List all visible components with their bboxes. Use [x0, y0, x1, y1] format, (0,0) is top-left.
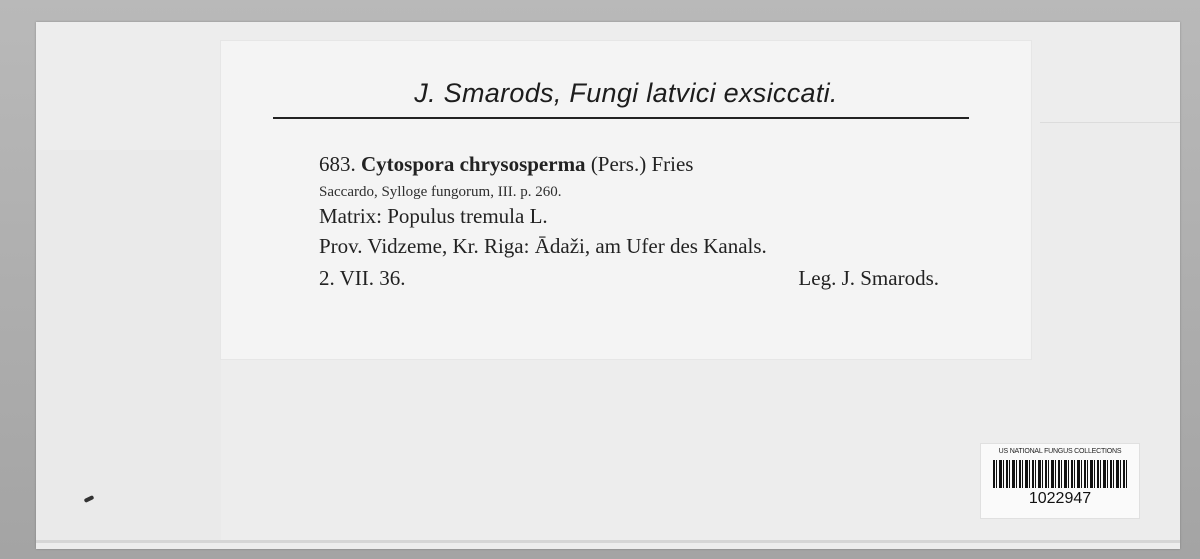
- locality-line: Prov. Vidzeme, Kr. Riga: Ādaži, am Ufer des Kanals.: [319, 234, 767, 258]
- species-name: Cytospora chrysosperma: [361, 152, 586, 176]
- herbarium-label: [220, 40, 1032, 360]
- reference-line: Saccardo, Sylloge fungorum, III. p. 260.: [319, 184, 562, 200]
- title-rule: [273, 117, 969, 119]
- label-title: J. Smarods, Fungi latvici exsiccati.: [414, 78, 838, 108]
- packet-bottom-edge: [36, 540, 1180, 543]
- barcode-number: 1022947: [1028, 490, 1092, 507]
- matrix-line: Matrix: Populus tremula L.: [319, 204, 548, 228]
- collector: Leg. J. Smarods.: [798, 266, 939, 290]
- species-authority: (Pers.) Fries: [590, 152, 694, 176]
- collection-date: 2. VII. 36.: [319, 266, 406, 290]
- packet-flap-left: [36, 150, 221, 540]
- barcode-icon: [993, 460, 1127, 488]
- species-line: [319, 152, 693, 177]
- barcode-header: US NATIONAL FUNGUS COLLECTIONS: [998, 448, 1122, 455]
- specimen-number: 683.: [319, 152, 356, 176]
- barcode-label: [980, 443, 1140, 519]
- date-collector-line: [319, 266, 939, 291]
